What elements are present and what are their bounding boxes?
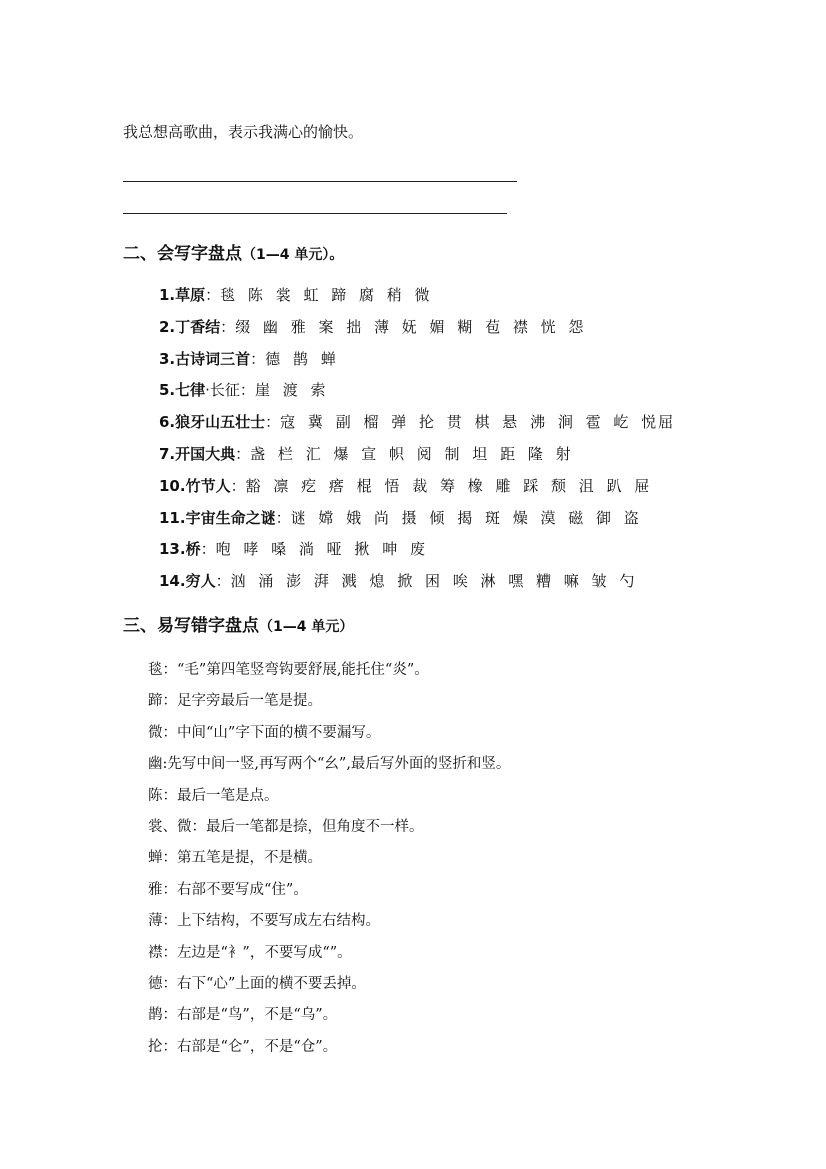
character-list: 盏 栏 汇 爆 宣 帜 阅 制 坦 距 隆 射 bbox=[250, 445, 573, 463]
word-list-line bbox=[159, 316, 585, 337]
character-list: 汹 涌 澎 湃 溅 熄 掀 困 唉 淋 嘿 糟 嘛 皱 勺 bbox=[230, 572, 637, 591]
writing-tip: 幽:先写中间一竖,再写两个“幺”,最后写外面的竖折和竖。 bbox=[148, 756, 511, 773]
section2-title: 二、会写字盘点 bbox=[123, 244, 242, 264]
label-separator: ： bbox=[239, 381, 255, 400]
writing-tip: 薄：上下结构，不要写成左右结构。 bbox=[148, 913, 380, 930]
label-separator: ： bbox=[265, 413, 281, 432]
writing-tip: 毯：“毛”第四笔竖弯钩要舒展,能托住“炎”。 bbox=[148, 662, 429, 678]
word-list-line bbox=[159, 538, 427, 559]
word-list-line bbox=[159, 348, 338, 369]
lesson-label: 10.竹节人 bbox=[159, 476, 231, 495]
lesson-label-rest: ·长征 bbox=[205, 381, 240, 400]
lesson-label: 2.丁香结 bbox=[159, 317, 221, 336]
writing-tip: 抡：右部是“仑”，不是“仓”。 bbox=[148, 1038, 338, 1055]
character-list: 缀 幽 雅 案 拙 薄 妩 媚 糊 苞 襟 恍 怨 bbox=[235, 317, 586, 336]
label-separator: ： bbox=[230, 476, 246, 495]
lesson-label: 11.宇宙生命之谜 bbox=[159, 508, 276, 527]
lesson-label: 3.古诗词三首 bbox=[159, 349, 251, 368]
word-list-line bbox=[159, 507, 641, 528]
section3-range: （1—4 单元） bbox=[259, 619, 354, 635]
label-separator: ： bbox=[235, 445, 251, 463]
label-separator: ： bbox=[275, 508, 291, 527]
lesson-label: 13.桥 bbox=[159, 540, 201, 559]
word-list-line bbox=[159, 379, 327, 400]
label-separator: ： bbox=[200, 540, 216, 559]
character-list: 毯 陈 裳 虹 蹄 腐 稍 微 bbox=[220, 286, 432, 304]
character-list: 寇 冀 副 榴 弹 抡 贯 棋 悬 沸 涧 雹 屹 悦屈 bbox=[280, 413, 676, 432]
answer-line-2 bbox=[123, 213, 507, 214]
writing-tip: 襟：左边是“衤”，不要写成“”。 bbox=[148, 944, 352, 961]
writing-tip: 雅：右部不要写成“住”。 bbox=[148, 881, 308, 898]
writing-tip: 德：右下“心”上面的横不要丢掉。 bbox=[148, 976, 366, 992]
section2-range: （1—4 单元）。 bbox=[242, 247, 344, 263]
lesson-label: 6.狼牙山五壮士 bbox=[159, 413, 266, 432]
section3-heading bbox=[123, 611, 353, 636]
lesson-label: 14.穷人 bbox=[159, 572, 216, 591]
character-list: 德 鹊 蝉 bbox=[265, 349, 338, 368]
character-list: 豁 凛 疙 瘩 棍 悟 裁 筹 橡 雕 踩 颓 沮 趴 屉 bbox=[245, 476, 652, 495]
writing-tip: 蝉：第五笔是提，不是横。 bbox=[148, 850, 322, 867]
label-separator: ： bbox=[205, 286, 221, 304]
section3-title: 三、易写错字盘点 bbox=[123, 616, 259, 636]
word-list-line bbox=[159, 475, 651, 496]
word-list-line bbox=[159, 443, 573, 464]
writing-tip: 微：中间“山”字下面的横不要漏写。 bbox=[148, 724, 381, 741]
lesson-label: 1.草原 bbox=[159, 286, 206, 304]
writing-tip: 裳、微：最后一笔都是捺，但角度不一样。 bbox=[148, 819, 424, 835]
word-list-line bbox=[159, 570, 636, 591]
character-list: 谜 嫦 娥 尚 摄 倾 揭 斑 燥 漠 磁 御 盗 bbox=[290, 508, 641, 527]
word-list-line bbox=[159, 411, 675, 432]
label-separator: ： bbox=[220, 317, 236, 336]
label-separator: ： bbox=[250, 349, 266, 368]
lesson-label: 7.开国大典 bbox=[159, 445, 236, 463]
section2-heading bbox=[123, 239, 343, 264]
intro-sentence: 我总想高歌曲，表示我满心的愉快。 bbox=[123, 123, 364, 141]
writing-tip: 鹊：右部是“鸟”，不是“乌”。 bbox=[148, 1007, 338, 1024]
writing-tip: 蹄：足字旁最后一笔是提。 bbox=[148, 693, 322, 710]
character-list: 崖 渡 索 bbox=[254, 381, 328, 400]
character-list: 咆 哮 嗓 淌 哑 揪 呻 废 bbox=[215, 540, 427, 559]
label-separator: ： bbox=[215, 572, 231, 591]
word-list-line bbox=[159, 284, 432, 305]
lesson-label: 5.七律 bbox=[159, 381, 206, 400]
writing-tip: 陈：最后一笔是点。 bbox=[148, 787, 279, 804]
answer-line-1 bbox=[123, 181, 517, 182]
